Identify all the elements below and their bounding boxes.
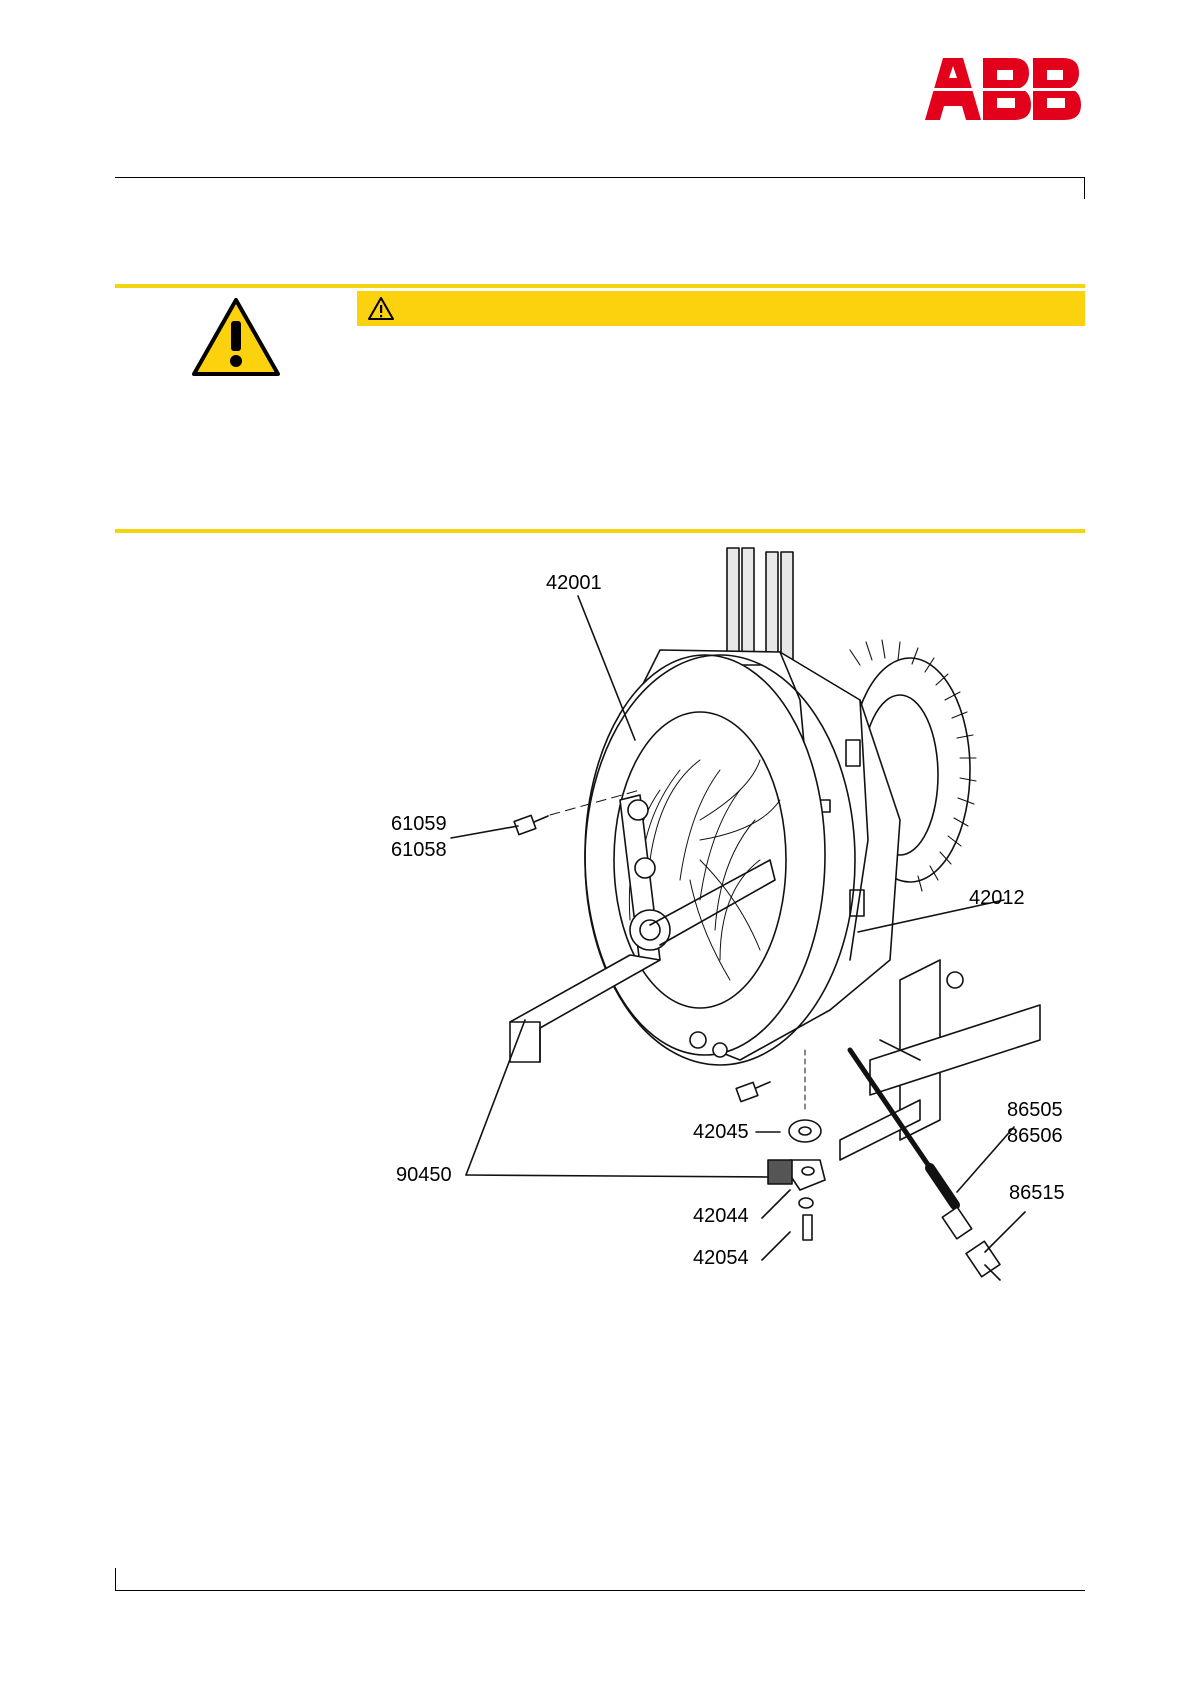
callout-61058: 61058 [391, 839, 447, 861]
callout-86505: 86505 [1007, 1099, 1063, 1121]
callout-90450: 90450 [396, 1164, 452, 1186]
footer-rule [115, 1590, 1085, 1591]
callout-86506: 86506 [1007, 1125, 1063, 1147]
nut-86515 [966, 1241, 1000, 1280]
callout-42045: 42045 [693, 1121, 749, 1143]
abb-logo-text: ABB [925, 58, 928, 59]
callout-42001: 42001 [546, 572, 602, 594]
callout-42054: 42054 [693, 1247, 749, 1269]
callout-42012: 42012 [969, 887, 1025, 909]
callout-86515: 86515 [1009, 1182, 1065, 1204]
footer-rule-tick [115, 1568, 116, 1590]
callout-61059: 61059 [391, 813, 447, 835]
callout-42044: 42044 [693, 1205, 749, 1227]
